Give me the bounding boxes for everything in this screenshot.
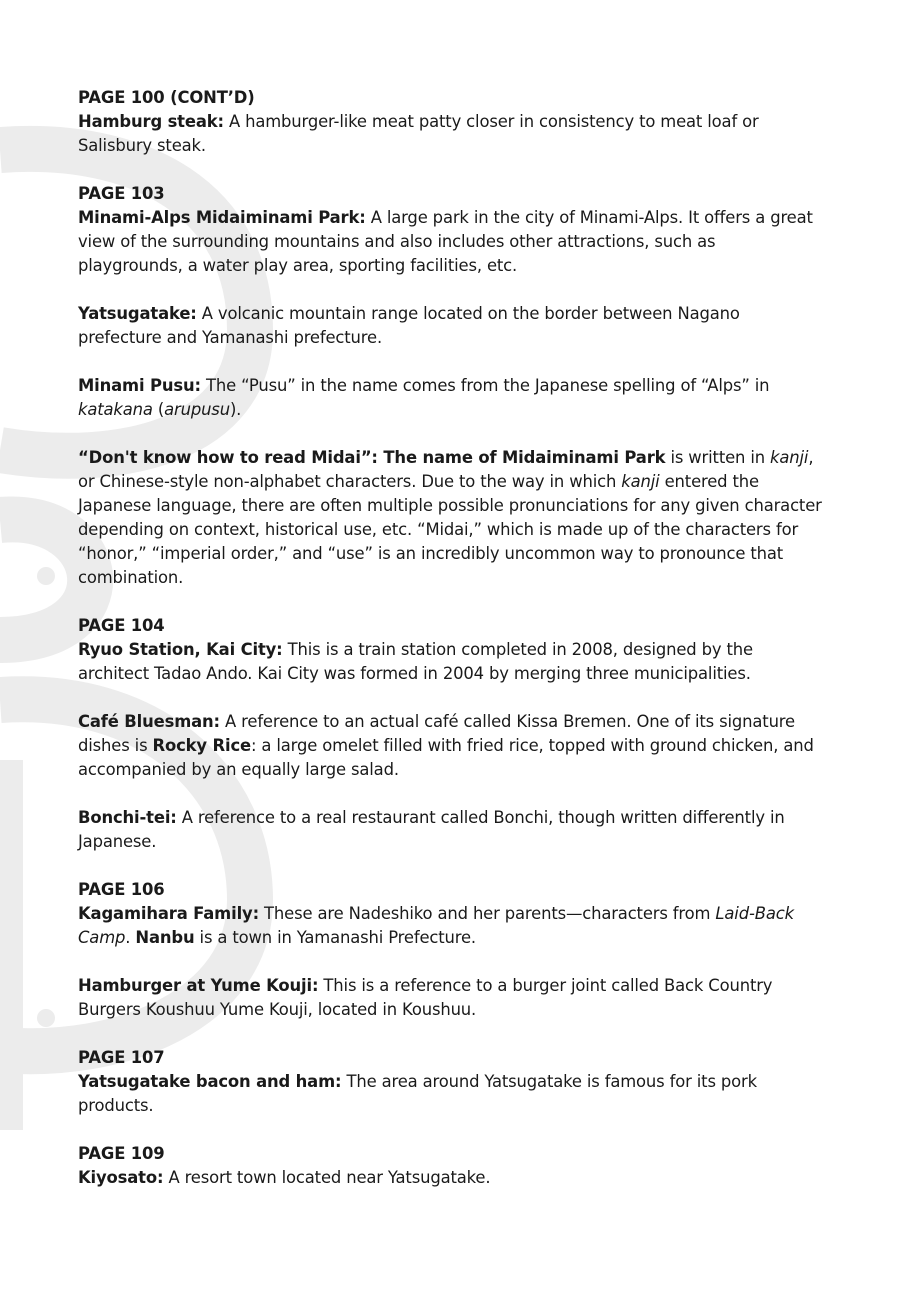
term-label: “Don't know how to read Midai”: The name of Midaiminami Park [78,448,666,467]
term-label: Minami Pusu: [78,376,201,395]
entry-text: A reference to a real restaurant called Bonchi, though written differently in Japanese. [78,808,785,851]
entry-text: A reference to an actual café called Kissa Bremen. One of its signature dishes is [78,712,795,755]
glossary-entry [78,302,823,350]
entry-text: is written in [665,448,771,467]
term-label: Minami-Alps Midaiminami Park: [78,208,366,227]
term-label: Bonchi-tei: [78,808,177,827]
term-label: Hamburger at Yume Kouji: [78,976,319,995]
entry-text: This is a reference to a burger joint called Back Country Burgers Koushuu Yume Kouji, located in Koushuu. [78,976,773,1019]
italic-text: arupusu [164,400,230,419]
entry-text: , or Chinese-style non-alphabet characters. Due to the way in which [78,448,814,491]
glossary-entry [78,710,823,782]
page-heading: PAGE 104 [78,616,165,635]
entry-text: The “Pusu” in the name comes from the Japanese spelling of “Alps” in [200,376,770,395]
entry-text: These are Nadeshiko and her parents—characters from [258,904,716,923]
glossary-entry [78,1166,823,1190]
glossary-entry [78,902,823,950]
glossary-entry [78,446,823,590]
italic-text: kanji [621,472,660,491]
italic-text: kanji [770,448,809,467]
page-heading: PAGE 106 [78,880,165,899]
entry-text: : a large omelet filled with fried rice, topped with ground chicken, and accompanied by an equally large salad. [78,736,814,779]
glossary-entry [78,1070,823,1118]
entry-text: A resort town located near Yatsugatake. [163,1168,491,1187]
term-label: Ryuo Station, Kai City: [78,640,283,659]
entry-text: A hamburger-like meat patty closer in consistency to meat loaf or Salisbury steak. [78,112,759,155]
entry-text: A large park in the city of Minami-Alps. It offers a great view of the surrounding mountains and also includes other attractions, such as playgrounds, a water play area, sporting facilities, etc. [78,208,813,275]
term-label: Hamburg steak: [78,112,224,131]
glossary-entry [78,974,823,1022]
term-label: Rocky Rice [152,736,251,755]
term-label: Kagamihara Family: [78,904,259,923]
page-heading: PAGE 100 (CONT’D) [78,88,255,107]
italic-text: katakana [78,400,153,419]
italic-text: Laid-Back Camp [78,904,794,947]
glossary-entry [78,638,823,686]
entry-text: . [125,928,136,947]
page-heading: PAGE 109 [78,1144,165,1163]
page-heading: PAGE 103 [78,184,165,203]
glossary-entry [78,374,823,422]
page-heading: PAGE 107 [78,1048,165,1067]
term-label: Yatsugatake bacon and ham: [78,1072,342,1091]
glossary-entry [78,206,823,278]
entry-text: entered the Japanese language, there are often multiple possible pronunciations for any given character depending on context, historical use, etc. “Midai,” which is made up of the characters for “honor,” “imperial order,” and “use” is an incredibly uncommon way to pronounce that combination. [78,472,822,587]
entry-text: is a town in Yamanashi Prefecture. [194,928,476,947]
glossary-entry [78,806,823,854]
term-label: Kiyosato: [78,1168,164,1187]
entry-text: ( [152,400,165,419]
term-label: Nanbu [135,928,195,947]
glossary-notes [78,86,823,1214]
term-label: Café Bluesman: [78,712,220,731]
term-label: Yatsugatake: [78,304,197,323]
entry-text: This is a train station completed in 2008, designed by the architect Tadao Ando. Kai City was formed in 2004 by merging three municipalities. [78,640,753,683]
entry-text: ). [229,400,242,419]
entry-text: The area around Yatsugatake is famous for its pork products. [78,1072,757,1115]
entry-text: A volcanic mountain range located on the border between Nagano prefecture and Yamanashi prefecture. [78,304,740,347]
glossary-entry [78,110,823,158]
